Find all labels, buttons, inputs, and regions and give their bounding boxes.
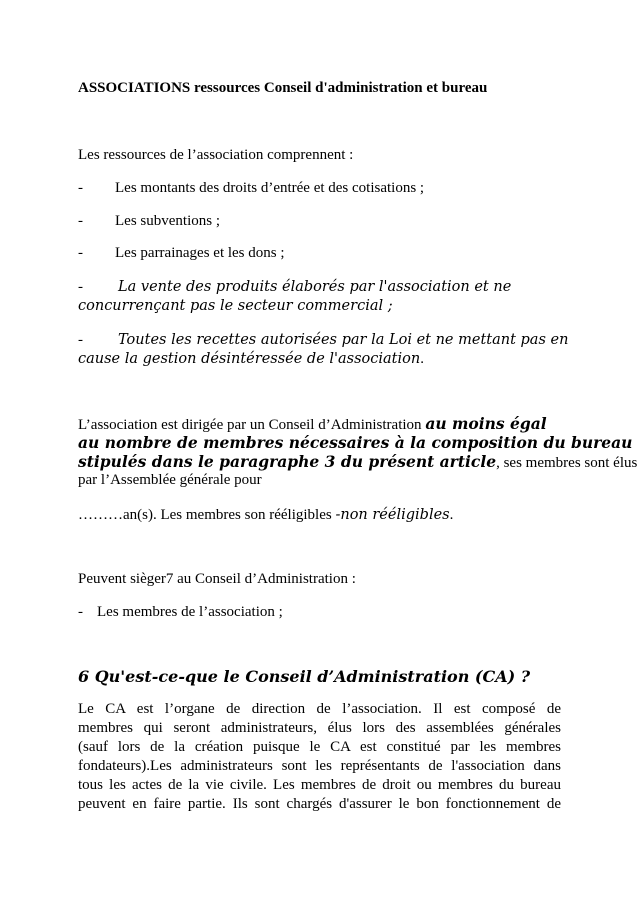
text-run: L’association est dirigée par un Conseil d’Administration [78,417,426,433]
seat-item [78,603,283,622]
resource-item-text: Les subventions ; [115,213,220,229]
period: . [449,507,454,523]
ca-paragraph-line: (sauf lors de la création puisque le CA est constitué par les membres [78,739,561,755]
list-dash: - [78,180,83,196]
emphasis-run: -non rééligibles [335,507,450,523]
list-dash: - [78,279,83,295]
resource-item [78,244,285,263]
resource-item [78,179,424,198]
resource-item-text: Les parrainages et les dons ; [115,245,285,261]
emphasis-run: au moins égal [425,414,547,433]
period: . [420,351,424,367]
council-paragraph-line [78,414,547,435]
resource-item-text: Toutes les recettes autorisées par la Loi et ne mettant pas en [118,332,569,348]
council-paragraph-line [78,506,453,525]
council-paragraph-line: au nombre de membres nécessaires à la composition du bureau [78,433,633,452]
resource-item [78,278,511,297]
document-heading: ASSOCIATIONS ressources Conseil d'administration et bureau [78,80,488,96]
resource-item [78,331,568,350]
list-dash: - [78,213,83,229]
council-paragraph-line [78,452,637,473]
resource-item-continuation: concurrençant pas le secteur commercial ; [78,298,393,314]
resource-item-text: La vente des produits élaborés par l'association et ne [118,279,512,295]
resources-intro: Les ressources de l’association comprennent : [78,147,354,163]
seat-item-text: Les membres de l’association ; [97,604,283,620]
ca-paragraph-line: membres qui seront administrateurs, élus lors des assemblées générales [78,720,561,736]
resource-item-text: cause la gestion désintéressée de l'association [78,351,421,367]
seat-intro: Peuvent sièger7 au Conseil d’Administration : [78,571,356,587]
list-dash: - [78,245,83,261]
council-paragraph-line: par l’Assemblée générale pour [78,472,262,488]
ca-paragraph-line: fondateurs).Les administrateurs sont les représentants de l'association dans [78,758,561,774]
ca-paragraph-line: tous les actes de la vie civile. Les membres de droit ou membres du bureau [78,777,561,793]
resource-item-continuation [78,350,424,369]
resource-item-text: Les montants des droits d’entrée et des cotisations ; [115,180,425,196]
list-dash: - [78,604,83,620]
list-dash: - [78,332,83,348]
ca-paragraph-line: peuvent en faire partie. Ils sont chargés d'assurer le bon fonctionnement de [78,796,561,812]
resource-item [78,212,220,231]
text-run: , ses membres sont élus [496,455,638,471]
text-run: ………an(s). Les membres son rééligibles [78,507,336,523]
emphasis-run: stipulés dans le paragraphe 3 du présent article [78,452,497,471]
ca-paragraph-line: Le CA est l’organe de direction de l’association. Il est composé de [78,701,561,717]
section-heading: 6 Qu'est-ce-que le Conseil d’Administration (CA) ? [78,667,531,686]
